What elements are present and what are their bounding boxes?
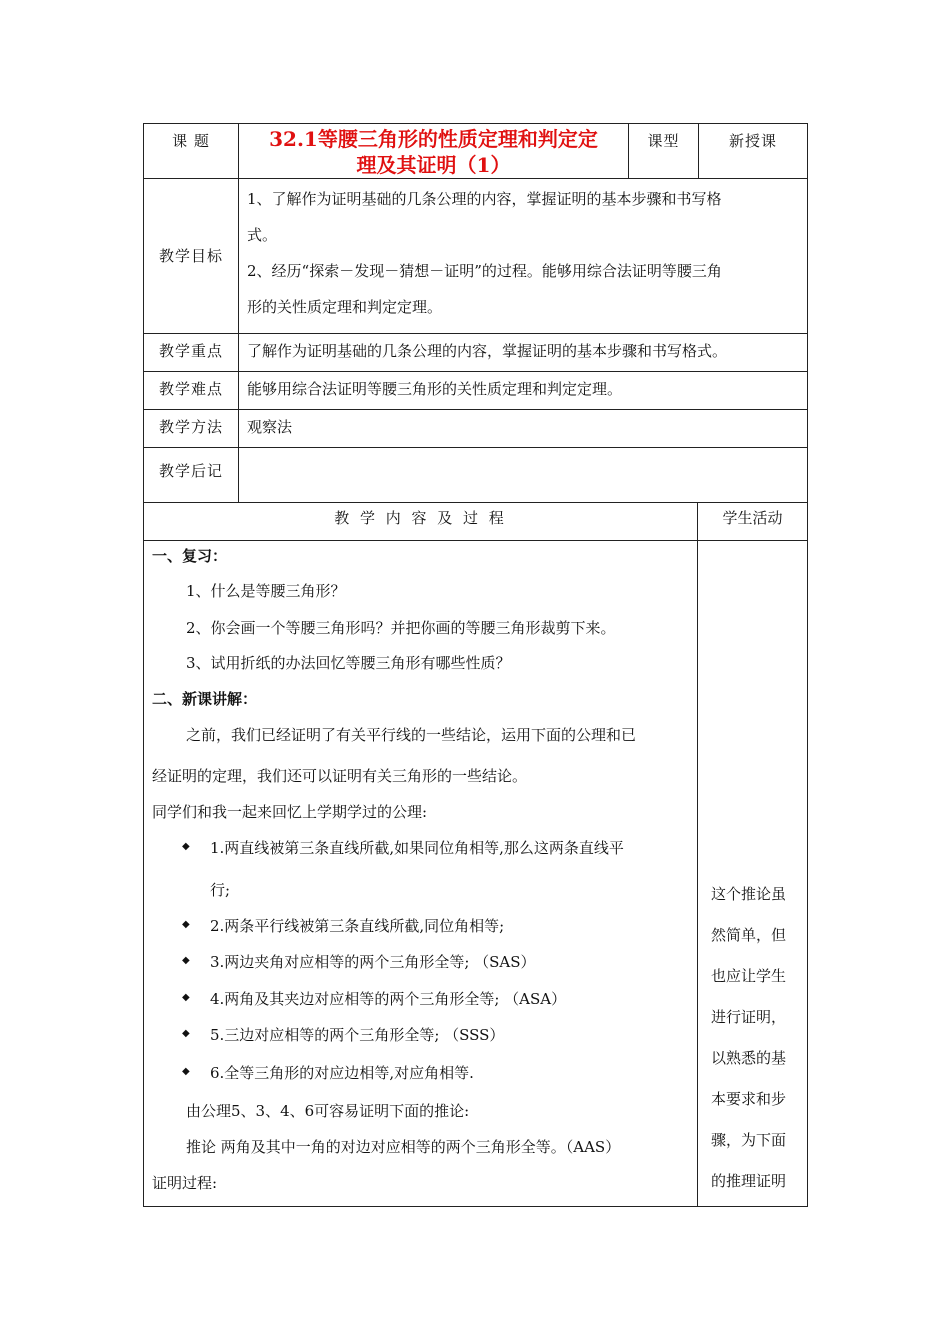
lesson-info-table — [143, 123, 808, 503]
axiom-3: 3.两边夹角对应相等的两个三角形全等; （SAS） — [210, 953, 536, 971]
axiom-1: 1.两直线被第三条直线所截,如果同位角相等,那么这两条直线平 — [210, 839, 624, 857]
axiom-1-continued: 行; — [210, 881, 231, 899]
corollary-text: 推论 两角及其中一角的对边对应相等的两个三角形全等。（AAS） — [186, 1138, 621, 1156]
recall-text: 同学们和我一起来回忆上学期学过的公理: — [152, 803, 428, 821]
method-label: 教学方法 — [158, 418, 223, 436]
notes-cell — [239, 448, 808, 503]
key-cell — [239, 334, 808, 372]
content-header-side: 学生活动 — [722, 509, 783, 527]
type-label-cell — [629, 124, 699, 179]
activity-line: 的推理证明 — [711, 1172, 787, 1190]
goal-line-1: 1、了解作为证明基础的几条公理的内容，掌握证明的基本步骤和书写格 — [247, 190, 722, 208]
activity-line: 进行证明， — [711, 1008, 787, 1026]
content-header-main: 教 学 内 容 及 过 程 — [334, 509, 507, 527]
topic-title-cell — [239, 124, 629, 179]
review-heading: 一、复习： — [152, 547, 228, 565]
difficulty-label-cell — [144, 372, 239, 410]
bullet-icon: ◆ — [182, 1028, 190, 1039]
axiom-2: 2.两条平行线被第三条直线所截,同位角相等; — [210, 917, 505, 935]
goal-line-4: 形的关性质定理和判定定理。 — [247, 298, 443, 316]
type-value: 新授课 — [728, 132, 777, 150]
deduce-text: 由公理5、3、4、6可容易证明下面的推论: — [186, 1102, 470, 1120]
axiom-6: 6.全等三角形的对应边相等,对应角相等. — [210, 1064, 474, 1082]
key-label-cell — [144, 334, 239, 372]
review-question-3: 3、试用折纸的办法回忆等腰三角形有哪些性质？ — [186, 654, 511, 672]
axiom-4: 4.两角及其夹边对应相等的两个三角形全等; （ASA） — [210, 990, 567, 1008]
content-header-main-cell — [144, 503, 698, 541]
activity-line: 这个推论虽 — [711, 885, 787, 903]
goal-cell — [239, 179, 808, 334]
axiom-5: 5.三边对应相等的两个三角形全等; （SSS） — [210, 1026, 505, 1044]
activity-line: 本要求和步 — [711, 1090, 787, 1108]
goal-label-cell — [144, 179, 239, 334]
bullet-icon: ◆ — [182, 992, 190, 1003]
content-header-side-cell — [698, 503, 808, 541]
new-lesson-heading: 二、新课讲解： — [152, 690, 258, 708]
bullet-icon: ◆ — [182, 1066, 190, 1077]
topic-label: 课 题 — [172, 132, 210, 150]
method-cell — [239, 410, 808, 448]
intro-line-2: 经证明的定理，我们还可以证明有关三角形的一些结论。 — [152, 767, 528, 785]
review-question-1: 1、什么是等腰三角形？ — [186, 582, 346, 600]
goal-line-2: 式。 — [247, 226, 278, 244]
bullet-icon: ◆ — [182, 919, 190, 930]
notes-label: 教学后记 — [158, 462, 223, 480]
difficulty-cell — [239, 372, 808, 410]
activity-line: 然简单，但 — [711, 926, 787, 944]
activity-line: 以熟悉的基 — [711, 1049, 787, 1067]
topic-label-cell — [144, 124, 239, 179]
key-value: 了解作为证明基础的几条公理的内容，掌握证明的基本步骤和书写格式。 — [247, 342, 728, 360]
activity-line: 骤，为下面 — [711, 1131, 787, 1149]
activity-line: 也应让学生 — [711, 967, 787, 985]
topic-title-line2: 理及其证明（1） — [356, 153, 511, 177]
student-activity-text — [711, 874, 801, 1202]
difficulty-label: 教学难点 — [158, 380, 223, 398]
goal-line-3: 2、经历“探索－发现－猜想－证明”的过程。能够用综合法证明等腰三角 — [247, 262, 722, 280]
proof-label: 证明过程: — [152, 1174, 218, 1192]
method-label-cell — [144, 410, 239, 448]
topic-title-line1: 32.1等腰三角形的性质定理和判定定 — [269, 127, 598, 151]
type-value-cell — [699, 124, 808, 179]
bullet-icon: ◆ — [182, 841, 190, 852]
review-question-2: 2、你会画一个等腰三角形吗？并把你画的等腰三角形裁剪下来。 — [186, 619, 616, 637]
difficulty-value: 能够用综合法证明等腰三角形的关性质定理和判定定理。 — [247, 380, 623, 398]
method-value: 观察法 — [247, 418, 293, 436]
type-label: 课型 — [647, 132, 680, 150]
goal-label: 教学目标 — [158, 247, 223, 265]
intro-line-1: 之前，我们已经证明了有关平行线的一些结论，运用下面的公理和已 — [186, 726, 637, 744]
notes-label-cell — [144, 448, 239, 503]
key-label: 教学重点 — [158, 342, 223, 360]
bullet-icon: ◆ — [182, 955, 190, 966]
